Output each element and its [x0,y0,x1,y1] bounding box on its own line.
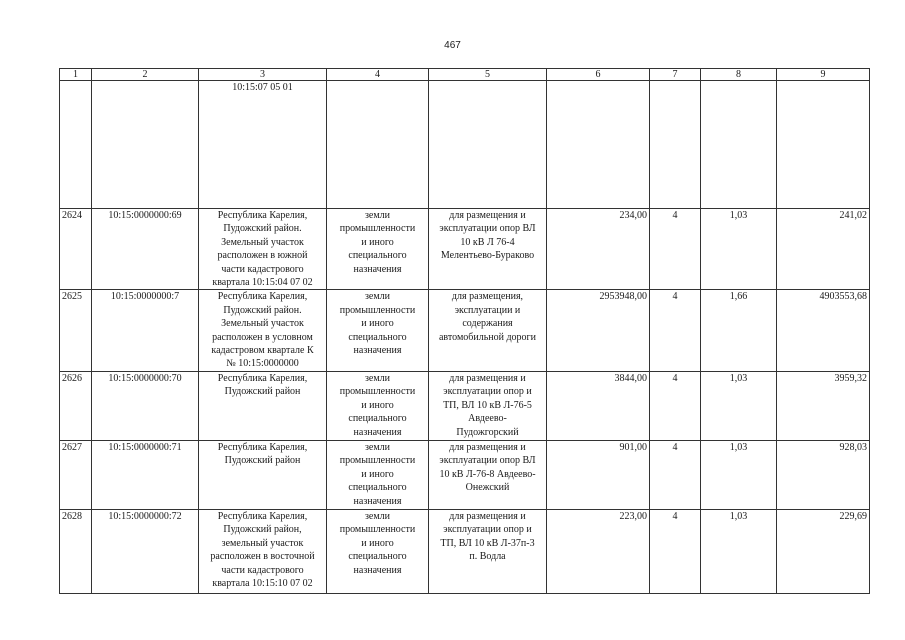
cell-address: Республика Карелия, Пудожский район, земельный участок расположен в восточной части кадастрового квартала 10:15:10 07 02 [199,509,327,593]
cell-coef: 1,03 [701,509,777,593]
cell-cost: 4903553,68 [777,290,870,371]
cell-num [60,81,92,209]
column-header-4: 4 [327,69,429,81]
column-header-2: 2 [92,69,199,81]
cell-num: 2624 [60,209,92,290]
cell-rate: 4 [650,371,701,440]
cell-coef: 1,03 [701,209,777,290]
cell-category: земли промышленности и иного специального назначения [327,440,429,509]
cell-rate: 4 [650,440,701,509]
cell-area: 223,00 [547,509,650,593]
column-header-6: 6 [547,69,650,81]
cell-cadastral [92,81,199,209]
cell-category [327,81,429,209]
cell-rate [650,81,701,209]
continuation-row [60,81,870,209]
table-row [60,440,870,509]
column-header-8: 8 [701,69,777,81]
cell-cadastral: 10:15:0000000:69 [92,209,199,290]
column-header-3: 3 [199,69,327,81]
cell-use: для размещения и эксплуатации опор ВЛ 10 кВ Л 76-4 Мелентьево-Бураково [429,209,547,290]
cell-coef [701,81,777,209]
cell-rate: 4 [650,290,701,371]
cell-rate: 4 [650,209,701,290]
cell-cost: 241,02 [777,209,870,290]
cell-category: земли промышленности и иного специального назначения [327,371,429,440]
cell-category: земли промышленности и иного специального назначения [327,209,429,290]
cell-use: для размещения и эксплуатации опор и ТП, ВЛ 10 кВ Л-37п-3 п. Водла [429,509,547,593]
cell-cost: 3959,32 [777,371,870,440]
cell-area: 234,00 [547,209,650,290]
cell-category: земли промышленности и иного специального назначения [327,509,429,593]
cell-address: Республика Карелия, Пудожский район [199,371,327,440]
cell-num: 2626 [60,371,92,440]
cell-cadastral: 10:15:0000000:72 [92,509,199,593]
cell-use: для размещения и эксплуатации опор и ТП, ВЛ 10 кВ Л-76-5 Авдеево- Пудожгорский [429,371,547,440]
cell-cadastral: 10:15:0000000:7 [92,290,199,371]
cell-category: земли промышленности и иного специального назначения [327,290,429,371]
cell-use: для размещения, эксплуатации и содержания автомобильной дороги [429,290,547,371]
table-row [60,209,870,290]
table-row [60,290,870,371]
cell-use: для размещения и эксплуатации опор ВЛ 10 кВ Л-76-8 Авдеево- Онежский [429,440,547,509]
cell-cadastral: 10:15:0000000:71 [92,440,199,509]
cell-cost: 928,03 [777,440,870,509]
cell-coef: 1,03 [701,440,777,509]
column-header-5: 5 [429,69,547,81]
column-header-9: 9 [777,69,870,81]
page-number: 467 [444,40,461,51]
cell-area [547,81,650,209]
cell-num: 2625 [60,290,92,371]
cell-area: 2953948,00 [547,290,650,371]
cell-area: 3844,00 [547,371,650,440]
cell-cost [777,81,870,209]
cell-num: 2627 [60,440,92,509]
cell-address-continuation: 10:15:07 05 01 [199,81,327,209]
cell-address: Республика Карелия, Пудожский район. Земельный участок расположен в условном кадастровом квартале К № 10:15:0000000 [199,290,327,371]
cell-address: Республика Карелия, Пудожский район. Земельный участок расположен в южной части кадастрового квартала 10:15:04 07 02 [199,209,327,290]
table-row [60,509,870,593]
cell-cost: 229,69 [777,509,870,593]
land-registry-table [59,68,870,594]
column-number-row [60,69,870,81]
column-header-1: 1 [60,69,92,81]
table-row [60,371,870,440]
cell-use [429,81,547,209]
column-header-7: 7 [650,69,701,81]
cell-cadastral: 10:15:0000000:70 [92,371,199,440]
cell-num: 2628 [60,509,92,593]
cell-rate: 4 [650,509,701,593]
cell-coef: 1,03 [701,371,777,440]
cell-area: 901,00 [547,440,650,509]
cell-address: Республика Карелия, Пудожский район [199,440,327,509]
cell-coef: 1,66 [701,290,777,371]
